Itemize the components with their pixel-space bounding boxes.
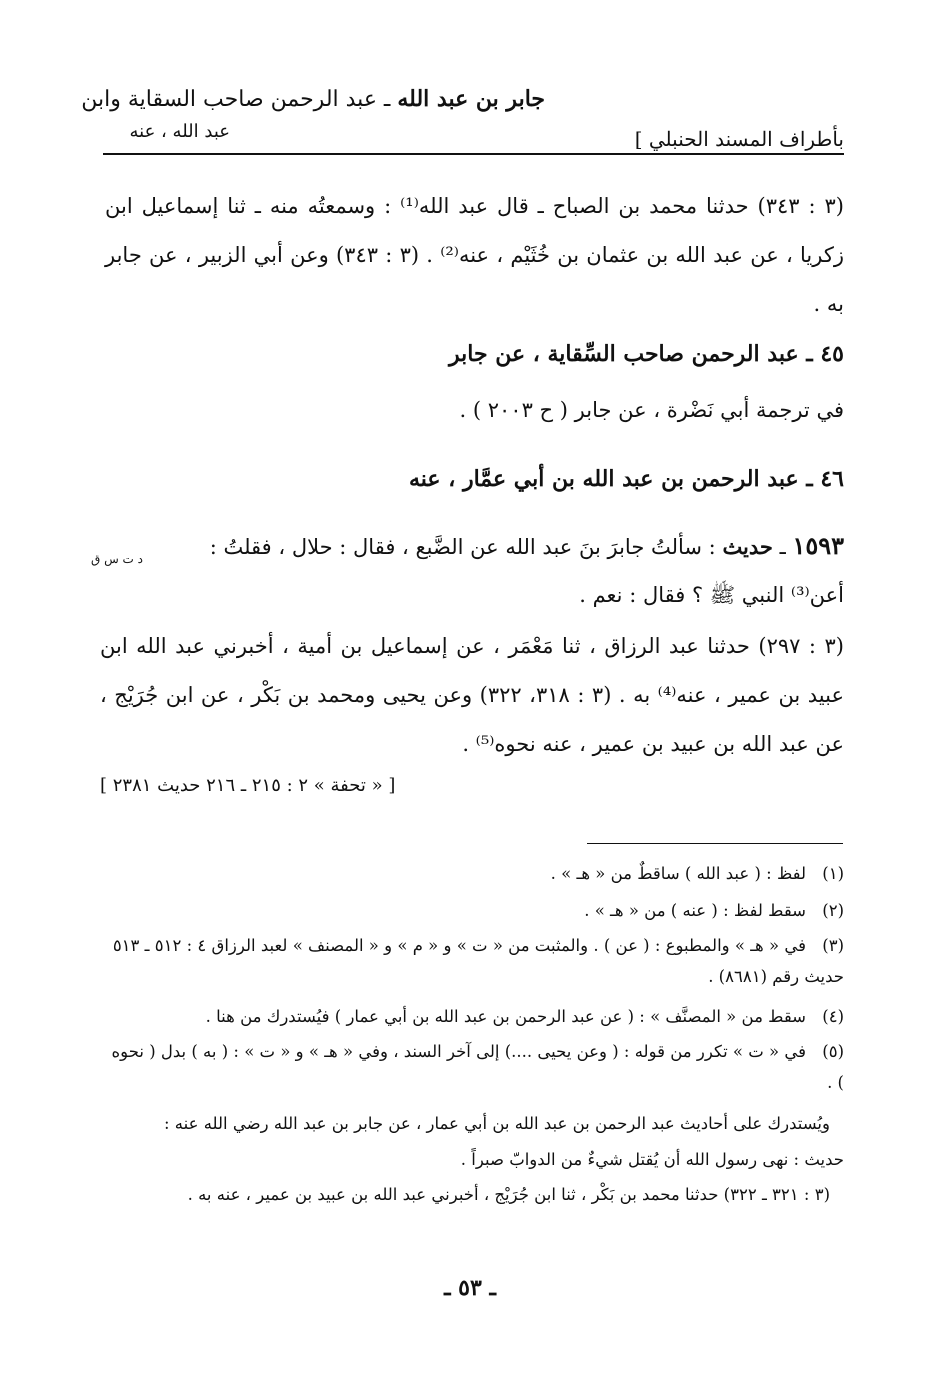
- header-title-bold: جابر بن عبد الله: [397, 86, 545, 112]
- footnote-text: لفظ : ( عبد الله ) ساقطٌ من « هـ » .: [550, 864, 806, 883]
- section-45-title: ٤٥ ـ عبد الرحمن صاحب السِّقاية ، عن جابر: [448, 341, 844, 367]
- isnad-paragraph-1: (٣ : ٣٤٣) حدثنا محمد بن الصباح ـ قال عبد الله⁽¹⁾ : وسمعتُه منه ـ ثنا إسماعيل ابن زكريا ، عن عبد الله بن عثمان بن خُثَيْم ، عنه⁽²⁾ . (٣ : ٣٤٣) وعن أبي الزبير ، عن جابر به .: [105, 194, 844, 316]
- footnote-2: [100, 895, 844, 926]
- footnote-number: (٣): [822, 936, 844, 955]
- footnote-divider: [587, 843, 843, 844]
- section-46-title: ٤٦ ـ عبد الرحمن بن عبد الله بن أبي عمَّار ، عنه: [408, 466, 844, 492]
- footnote-5: [100, 1036, 844, 1098]
- hadith-sigla: د ت س ق: [90, 552, 143, 566]
- tuhfa-reference: [ « تحفة » ٢ : ٢١٥ ـ ٢١٦ حديث ٢٣٨١ ]: [100, 775, 396, 796]
- footnote-number: (١): [822, 864, 844, 883]
- footnote-text: في « هـ » والمطبوع : ( عن ) . والمثبت من « ت » و « م » و « المصنف » لعبد الرزاق ٤ : ٥١٢ ـ ٥١٣ حديث رقم (٨٦٨١) .: [112, 936, 844, 986]
- isnad-paragraph-2: (٣ : ٢٩٧) حدثنا عبد الرزاق ، ثنا مَعْمَر ، عن إسماعيل بن أمية ، أخبرني عبد الله ابن عبيد بن عمير ، عنه⁽⁴⁾ به . (٣ : ٣١٨، ٣٢٢) وعن يحيى ومحمد بن بَكْر ، عن ابن جُرَيْج ، عن عبد الله بن عبيد بن عمير ، عنه نحوه⁽⁵⁾ .: [100, 634, 845, 756]
- footnote-number: (٢): [822, 901, 844, 920]
- footnote-number: (٤): [822, 1007, 844, 1026]
- footnote-4: [100, 1001, 844, 1032]
- section-45-text: في ترجمة أبي نَضْرة ، عن جابر ( ح ٢٠٠٣ ) .: [459, 398, 844, 422]
- hadith-text-2: أعن⁽³⁾ النبي ﷺ ؟ فقال : نعم .: [579, 583, 844, 607]
- footnote-text: سقط لفظ : ( عنه ) من « هـ » .: [584, 901, 806, 920]
- hadith-1593: [105, 522, 844, 619]
- addendum-line-1: ويُستدرك على أحاديث عبد الرحمن بن عبد الله بن أبي عمار ، عن جابر بن عبد الله رضي الله عنه :: [163, 1114, 830, 1133]
- header-title-rest: ـ عبد الرحمن صاحب السقاية وابن: [81, 87, 398, 112]
- addendum-line-3: (٣ : ٣٢١ ـ ٣٢٢) حدثنا محمد بن بَكْر ، ثنا ابن جُرَيْج ، أخبرني عبد الله بن عبيد بن عمير ، عنه به .: [187, 1185, 830, 1204]
- running-header-book-title: بأطراف المسند الحنبلي ]: [634, 127, 844, 151]
- footnote-text: في « ت » تكرر من قوله : ( وعن يحيى ....) إلى آخر السند ، وفي « هـ » و « ت » : ( به ) بدل ( نحوه ) .: [111, 1042, 844, 1092]
- hadith-number: ١٥٩٣: [792, 531, 844, 560]
- running-header-title: [81, 86, 545, 112]
- hadith-label: حديث: [722, 534, 773, 559]
- footnote-text: سقط من « المصنَّف » : ( عن عبد الرحمن بن عبد الله بن أبي عمار ) فيُستدرك من هنا .: [205, 1007, 806, 1026]
- hadith-line-1: ١٥٩٣ ـ حديث : سألتُ جابرَ بنَ عبد الله عن الضَّبع ، فقال : حلال ، فقلتُ :: [209, 531, 844, 560]
- footnote-3: [100, 930, 844, 992]
- footnote-number: (٥): [822, 1042, 844, 1061]
- addendum-line-2: حديث : نهى رسول الله أن يُقتل شيءٌ من الدوابّ صبراً .: [460, 1150, 844, 1169]
- footnote-1: [100, 858, 844, 889]
- hadith-text-1: : سألتُ جابرَ بنَ عبد الله عن الضَّبع ، فقال : حلال ، فقلتُ :: [209, 535, 723, 559]
- header-divider: [103, 153, 844, 155]
- running-header-subtitle: عبد الله ، عنه: [129, 121, 230, 142]
- page-number: ـ ٥٣ ـ: [444, 1275, 496, 1301]
